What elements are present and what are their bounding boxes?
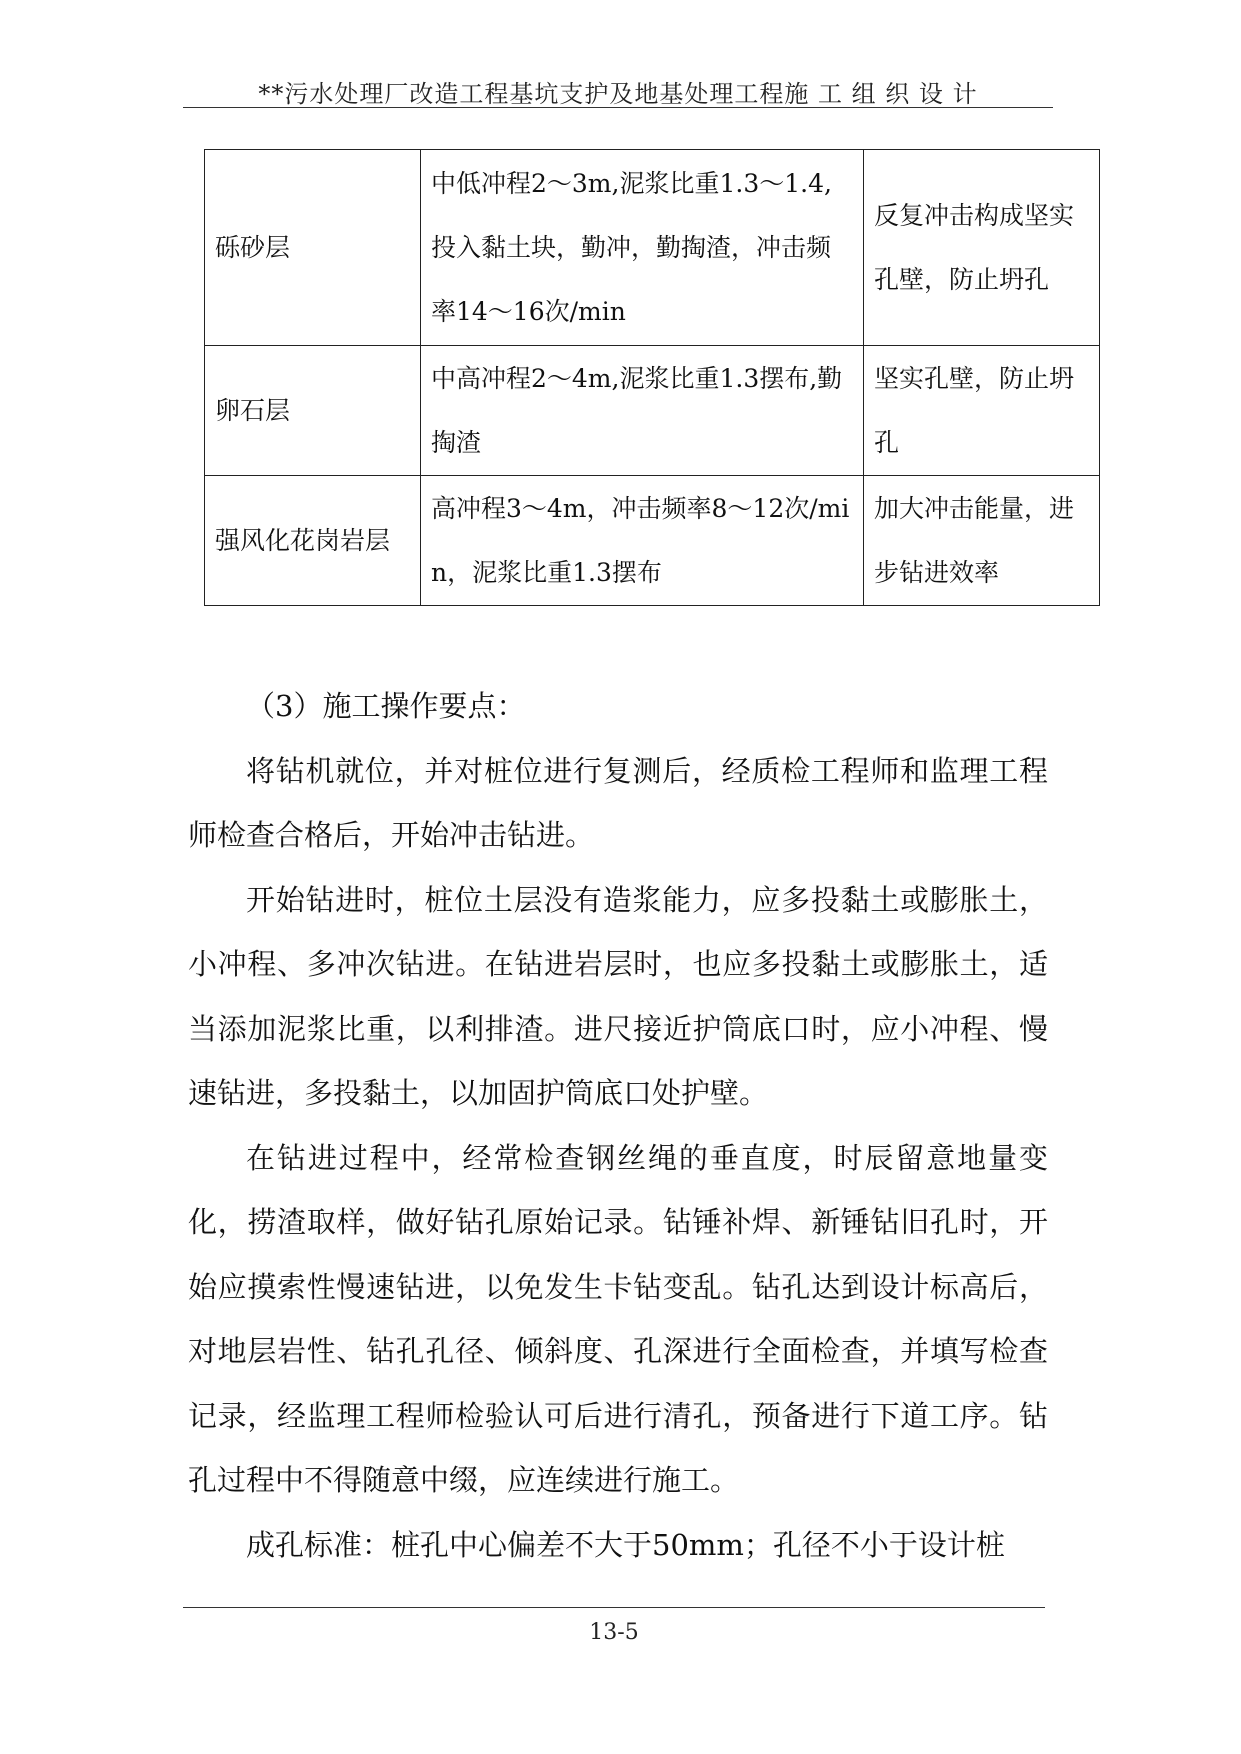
method-cell: 高冲程3～4m，冲击频率8～12次/min，泥浆比重1.3摆布 bbox=[421, 476, 864, 606]
body-paragraph: 开始钻进时，桩位土层没有造浆能力，应多投黏土或膨胀土，小冲程、多冲次钻进。在钻进岩层时，也应多投黏土或膨胀土，适当添加泥浆比重，以利排渣。进尺接近护筒底口时，应小冲程、慢速钻进，多投黏土，以加固护筒底口处护壁。 bbox=[188, 882, 1048, 1110]
body-paragraph: 成孔标准：桩孔中心偏差不大于50mm；孔径不小于设计桩 bbox=[246, 1527, 1005, 1562]
drilling-parameters-table bbox=[204, 149, 1100, 606]
purpose-cell: 加大冲击能量，进步钻进效率 bbox=[864, 476, 1100, 606]
method-cell: 中高冲程2～4m,泥浆比重1.3摆布,勤掏渣 bbox=[421, 346, 864, 476]
table-row bbox=[205, 476, 1100, 606]
body-paragraph: 将钻机就位，并对桩位进行复测后，经质检工程师和监理工程师检查合格后，开始冲击钻进。 bbox=[188, 753, 1048, 852]
purpose-cell: 坚实孔壁，防止坍孔 bbox=[864, 346, 1100, 476]
page-header-title: **污水处理厂改造工程基坑支护及地基处理工程施 工 组 织 设 计 bbox=[258, 80, 978, 108]
table-row bbox=[205, 346, 1100, 476]
page-number: 13-5 bbox=[589, 1620, 639, 1645]
body-paragraph: 在钻进过程中，经常检查钢丝绳的垂直度，时辰留意地量变化，捞渣取样，做好钻孔原始记录。钻锤补焊、新锤钻旧孔时，开始应摸索性慢速钻进，以免发生卡钻变乱。钻孔达到设计标高后，对地层岩性、钻孔孔径、倾斜度、孔深进行全面检查，并填写检查记录，经监理工程师检验认可后进行清孔，预备进行下道工序。钻孔过程中不得随意中缀，应连续进行施工。 bbox=[188, 1140, 1048, 1497]
stratum-cell: 强风化花岗岩层 bbox=[205, 476, 421, 606]
stratum-cell: 卵石层 bbox=[205, 346, 421, 476]
header-divider bbox=[183, 107, 1053, 108]
footer-divider bbox=[183, 1607, 1045, 1608]
stratum-cell: 砾砂层 bbox=[205, 150, 421, 346]
body-text bbox=[188, 674, 1048, 1577]
section-subheading: （3）施工操作要点： bbox=[246, 689, 526, 723]
purpose-cell: 反复冲击构成坚实孔壁，防止坍孔 bbox=[864, 150, 1100, 346]
table-row bbox=[205, 150, 1100, 346]
method-cell: 中低冲程2～3m,泥浆比重1.3～1.4,投入黏土块，勤冲，勤掏渣，冲击频率14～16次/min bbox=[421, 150, 864, 346]
